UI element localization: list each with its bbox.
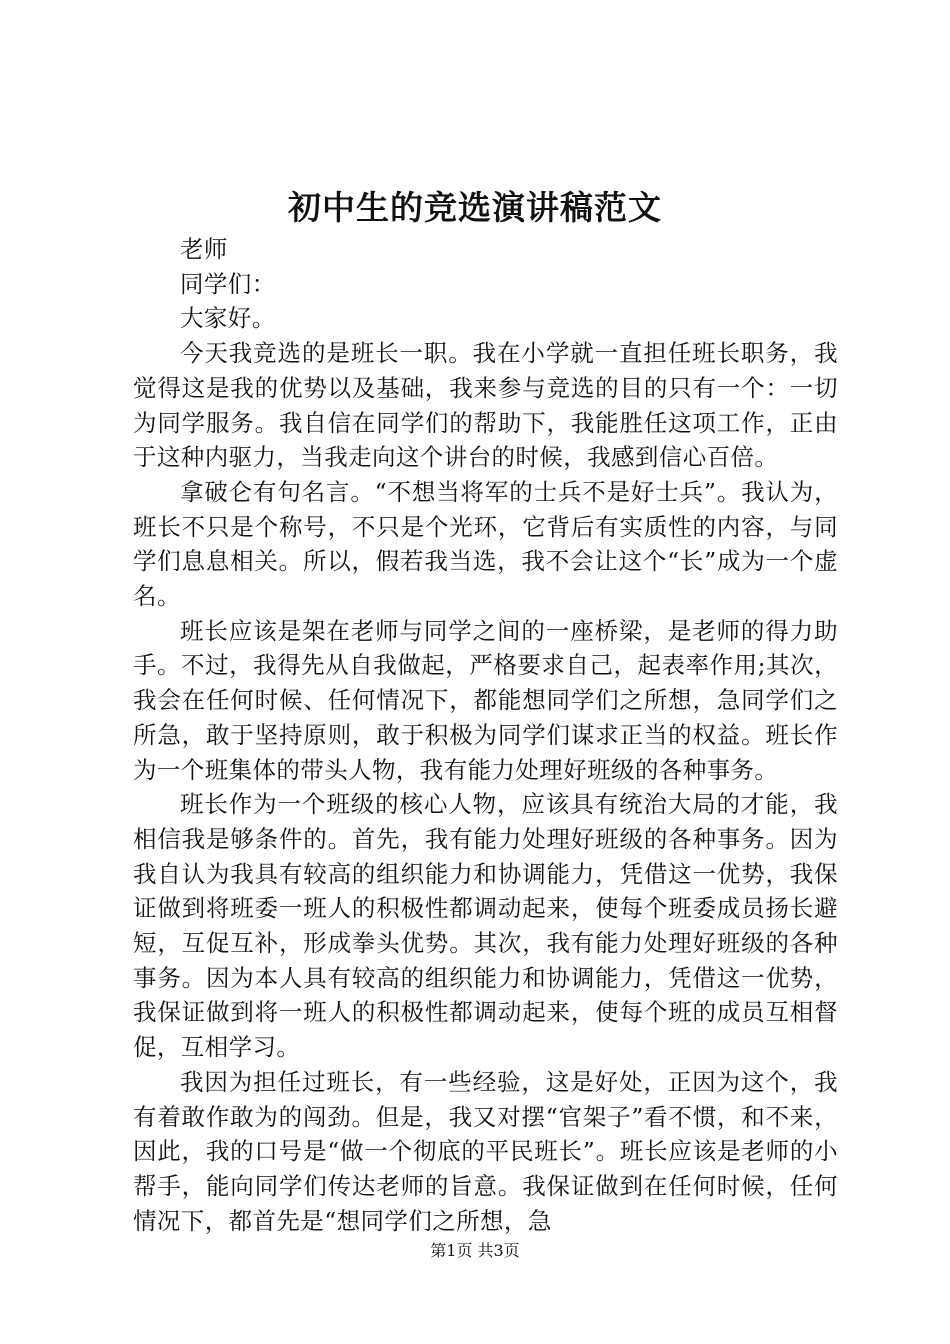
greeting: 大家好。 bbox=[180, 304, 276, 333]
paragraph-intro: 今天我竞选的是班长一职。我在小学就一直担任班长职务，我觉得这是我的优势以及基础，我来参与竞选的目的只有一个：一切为同学服务。我自信在同学们的帮助下，我能胜任这项工作，正由于这种内驱力，当我走向这个讲台的时候，我感到信心百倍。 bbox=[133, 339, 838, 472]
salutation-teacher: 老师 bbox=[180, 235, 228, 263]
document-title: 初中生的竞选演讲稿范文 bbox=[288, 188, 662, 227]
paragraph-bridge: 班长应该是架在老师与同学之间的一座桥梁，是老师的得力助手。不过，我得先从自我做起，严格要求自己，起表率作用;其次，我会在任何时候、任何情况下，都能想同学们之所想，急同学们之所急，敢于坚持原则，敢于积极为同学们谋求正当的权益。班长作为一个班集体的带头人物，我有能力处理好班级的各种事务。 bbox=[133, 616, 838, 784]
document-body bbox=[133, 232, 838, 1238]
paragraph-quote: 拿破仑有句名言。“不想当将军的士兵不是好士兵”。我认为，班长不只是个称号，不只是个光环，它背后有实质性的内容，与同学们息息相关。所以，假若我当选，我不会让这个“长”成为一个虚名。 bbox=[133, 477, 838, 611]
paragraph-core: 班长作为一个班级的核心人物，应该具有统治大局的才能，我相信我是够条件的。首先，我有能力处理好班级的各种事务。因为我自认为我具有较高的组织能力和协调能力，凭借这一优势，我保证做到将班委一班人的积极性都调动起来，使每个班委成员扬长避短，互促互补，形成拳头优势。其次，我有能力处理好班级的各种事务。因为本人具有较高的组织能力和协调能力，凭借这一优势，我保证做到将一班人的积极性都调动起来，使每个班的成员互相督促，互相学习。 bbox=[133, 790, 838, 1062]
paragraph-experience: 我因为担任过班长，有一些经验，这是好处，正因为这个，我有着敢作敢为的闯劲。但是，我又对摆“官架子”看不惯，和不来，因此，我的口号是“做一个彻底的平民班长”。班长应该是老师的小帮手，能向同学们传达老师的旨意。我保证做到在任何时候，任何情况下，都首先是“想同学们之所想，急 bbox=[133, 1067, 838, 1235]
page-number-footer: 第1页 共3页 bbox=[430, 1241, 520, 1260]
salutation-classmates: 同学们： bbox=[180, 269, 276, 298]
